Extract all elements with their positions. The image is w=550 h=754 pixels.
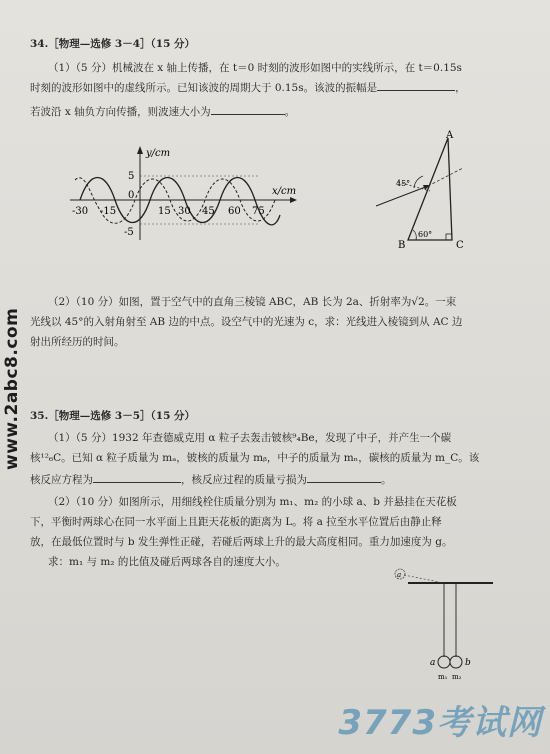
q34-part1-line2-end: ，: [455, 82, 466, 94]
corner-watermark: 3773考试网: [338, 703, 542, 743]
wave-graph: [60, 140, 310, 250]
q35-header: 35.［物理—选修 3－5］（15 分）: [30, 410, 196, 422]
q34-part1-line3-end: 。: [284, 106, 296, 118]
q35-part1-line1: （1）（5 分）1932 年查德威克用 α 粒子去轰击铍核⁹₄Be，发现了中子，并产生一个碳: [48, 432, 452, 444]
q34-part1-line3-text: 若波沿 x 轴负方向传播，则波速大小为: [30, 106, 211, 118]
q35-part2-line1: （2）（10 分）如图所示，用细线栓住质量分别为 m₁、m₂ 的小球 a、b 并悬挂在天花板: [48, 496, 457, 508]
y-tick-5: 5: [128, 171, 135, 182]
x-tick-75: 75: [252, 206, 265, 217]
q35-part2-line2: 下，平衡时两球心在同一水平面上且距天花板的距离为 L。将 a 拉至水平位置后由静止释: [30, 516, 442, 528]
vertex-c-label: C: [456, 240, 464, 251]
incident-angle-arc: [414, 176, 423, 188]
ball-a-start-label: a: [397, 571, 402, 579]
vertex-b-label: B: [398, 240, 406, 251]
prism-triangle: [408, 138, 452, 240]
incident-ray: [376, 186, 428, 206]
mass-m2-label: m₂: [452, 673, 462, 681]
x-tick-15: 15: [158, 206, 171, 217]
angle-b-label: 60°: [418, 230, 433, 239]
q35-part1-line3a: 核反应方程为: [30, 474, 93, 486]
mass-m1-label: m₁: [438, 673, 448, 681]
x-tick-neg30: -30: [72, 206, 89, 217]
q35-part2-line3: 放，在最低位置时与 b 发生弹性正碰，若碰后两球上升的最大高度相同。重力加速度为 g。: [30, 536, 453, 548]
q34-part1-line3: [30, 104, 295, 119]
x-tick-neg15: -15: [100, 206, 117, 217]
q34-part2-line2: 光线以 45°的入射角射至 AB 边的中点。设空气中的光速为 c，求：光线进入棱镜到从 AC 边: [30, 316, 463, 328]
y-tick-0: 0: [128, 190, 135, 201]
x-tick-60: 60: [228, 206, 241, 217]
raised-string: [404, 575, 444, 583]
q35-equation-blank[interactable]: [93, 472, 181, 483]
q34-part2-line1: （2）（10 分）如图，置于空气中的直角三棱镜 ABC，AB 长为 2a、折射率为√2。一束: [48, 296, 457, 308]
q35-part2-line4: 求：m₁ 与 m₂ 的比值及碰后两球各自的速度大小。: [48, 556, 286, 568]
q34-header: 34.［物理—选修 3－4］（15 分）: [30, 38, 196, 50]
q35-part1-line3: [30, 472, 392, 487]
x-axis-arrow: [290, 197, 297, 203]
angle-b-arc: [413, 230, 416, 240]
x-tick-45: 45: [202, 206, 215, 217]
y-axis-label: y/cm: [146, 148, 171, 159]
ball-b: [450, 656, 462, 668]
q35-part1-line3-end: 。: [381, 474, 392, 486]
ball-a-label: a: [430, 658, 436, 668]
right-angle-marker: [446, 234, 452, 240]
ball-b-label: b: [465, 658, 471, 668]
x-tick-30: 30: [178, 206, 191, 217]
q35-part1-line3b: ，核反应过程的质量亏损为: [181, 474, 307, 486]
ball-a: [438, 656, 450, 668]
q34-part2-line3: 射出所经历的时间。: [30, 336, 125, 348]
incident-angle-label: 45°: [396, 179, 411, 188]
y-tick-neg5: -5: [124, 227, 134, 238]
x-axis-label: x/cm: [272, 186, 297, 197]
q34-amplitude-blank[interactable]: [377, 80, 455, 91]
q34-part1-line1: （1）（5 分）机械波在 x 轴上传播，在 t＝0 时刻的波形如图中的实线所示，在 t＝0.15s: [48, 62, 462, 74]
vertex-a-label: A: [446, 130, 454, 141]
pendulum-diagram: [388, 565, 498, 690]
q35-part1-line2: 核¹²₆C。已知 α 粒子质量为 mₐ，铍核的质量为 mᵦ，中子的质量为 mₙ，碳核的质量为 m_C。该: [30, 452, 480, 464]
q34-speed-blank[interactable]: [211, 104, 285, 115]
y-axis-arrow: [137, 146, 143, 154]
prism-diagram: [368, 128, 478, 252]
side-watermark: www.2abc8.com: [2, 307, 22, 470]
q35-mass-defect-blank[interactable]: [307, 472, 381, 483]
q34-part1-line2-text: 时刻的波形如图中的虚线所示。已知该波的周期大于 0.15s。该波的振幅是: [30, 82, 378, 94]
q34-part1-line2: [30, 80, 466, 95]
